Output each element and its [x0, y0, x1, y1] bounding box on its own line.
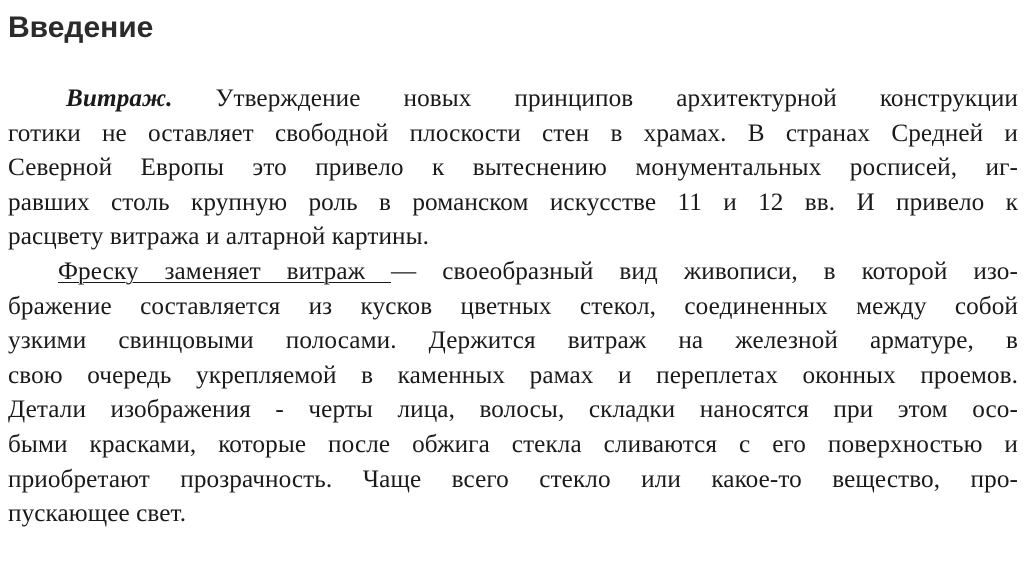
- paragraph-2-line-1-text: — своеобразный вид живописи, в которой изо-: [391, 257, 1018, 285]
- paragraph-2-line-6: быми красками, которые после обжига стекла сливаются с его поверхностью и: [8, 430, 1018, 458]
- paragraph-1-line-3: Северной Европы это привело к вытеснению монументальных росписей, иг-: [8, 154, 1018, 182]
- paragraph-1-line-1: [8, 82, 1018, 117]
- underlined-phrase: Фреску заменяет витраж: [58, 257, 392, 285]
- paragraph-2-line-3: узкими свинцовыми полосами. Держится витраж на железной арматуре, в: [8, 327, 1018, 355]
- lead-term: Витраж.: [66, 85, 173, 112]
- paragraph-2-line-5: Детали изображения - черты лица, волосы, складки наносятся при этом осо-: [8, 396, 1018, 424]
- paragraph-2-line-7: приобретают прозрачность. Чаще всего стекло или какое-то вещество, про-: [8, 465, 1018, 493]
- section-heading: Введение: [8, 11, 154, 44]
- paragraph-2-line-8: пускающее свет.: [8, 500, 187, 528]
- paragraph-2-line-2: бражение составляется из кусков цветных стекол, соединенных между собой: [8, 292, 1018, 320]
- paragraph-1-line-4: равших столь крупную роль в романском искусстве 11 и 12 вв. И привело к: [8, 188, 1018, 216]
- paragraph-2-line-4: свою очередь укрепляемой в каменных рамах и переплетах оконных проемов.: [8, 361, 1018, 389]
- paragraph-1-line-1-text: Утверждение новых принципов архитектурной конструкции: [172, 85, 1018, 112]
- paragraph-1-line-5: расцвету витража и алтарной картины.: [8, 223, 430, 251]
- body-text: [8, 82, 1018, 532]
- paragraph-2-line-1: [8, 255, 1018, 290]
- paragraph-1-line-2: готики не оставляет свободной плоскости стен в храмах. В странах Средней и: [8, 119, 1018, 147]
